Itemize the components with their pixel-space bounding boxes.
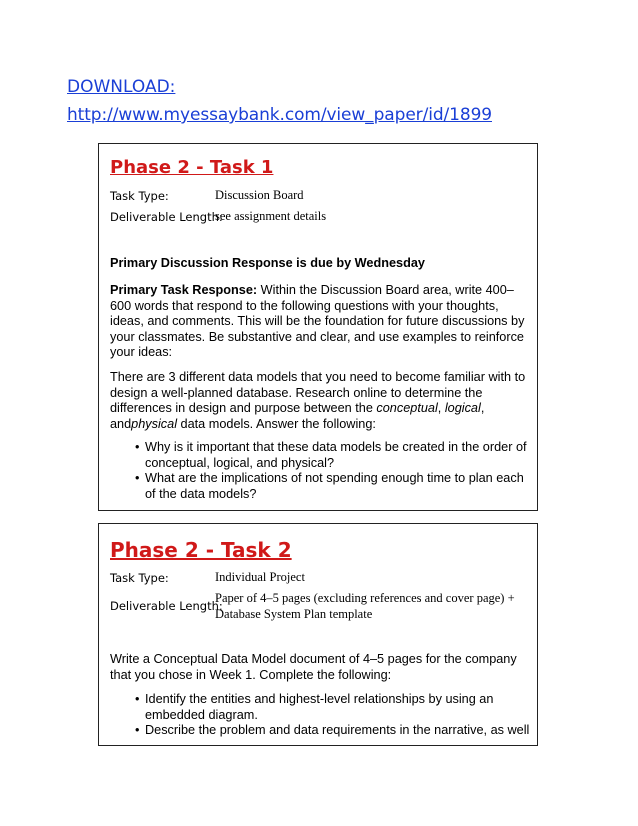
- task-1-models-logical: logical: [444, 401, 481, 415]
- bullet-icon: •: [135, 440, 140, 454]
- task-1-question-2: What are the implications of not spending enough time to plan each of the data models?: [145, 471, 524, 501]
- task-2-step-1: Identify the entities and highest-level relationships by using an embedded diagram.: [145, 692, 494, 722]
- task-1-card: [98, 143, 538, 511]
- task-2-title: Phase 2 - Task 2: [110, 538, 292, 562]
- task-2-deliverable-value: Paper of 4–5 pages (excluding references and cover page) + Database System Plan template: [215, 591, 515, 621]
- task-2-card: [98, 523, 538, 746]
- download-label: DOWNLOAD:: [67, 77, 176, 97]
- bullet-icon: •: [135, 471, 140, 485]
- bullet-icon: •: [135, 692, 140, 706]
- task-1-models-text-2: data models. Answer the following:: [177, 416, 376, 431]
- task-1-question-1: Why is it important that these data models be created in the order of conceptual, logical, and physical?: [145, 440, 527, 470]
- task-1-primary-text: Within the Discussion Board area, write 400–600 words that respond to the following questions with your thoughts, ideas, and comments. This will be the foundation for future discussions by your classmates. Be substantive and clear, and use examples to reinforce your ideas:: [110, 283, 525, 359]
- task-2-type-label: Task Type:: [110, 571, 169, 585]
- task-2-intro: Write a Conceptual Data Model document of 4–5 pages for the company that you chose in Week 1. Complete the following:: [110, 652, 517, 682]
- task-1-models-comma: ,: [437, 401, 445, 415]
- list-item: [135, 440, 531, 471]
- task-2-deliverable-label: Deliverable Length:: [110, 599, 223, 613]
- task-2-step-list: [135, 692, 531, 739]
- task-2-type-value: Individual Project: [215, 570, 305, 584]
- bullet-icon: •: [135, 723, 140, 737]
- task-1-deliverable-label: Deliverable Length:: [110, 210, 223, 224]
- download-link[interactable]: http://www.myessaybank.com/view_paper/id/1899: [67, 105, 492, 125]
- task-1-due-line: Primary Discussion Response is due by Wednesday: [110, 256, 425, 270]
- task-2-step-2: Describe the problem and data requirements in the narrative, as well: [145, 723, 530, 737]
- task-1-type-value: Discussion Board: [215, 188, 304, 202]
- task-1-models-paragraph: [110, 370, 530, 432]
- list-item: [135, 692, 531, 723]
- task-1-models-conceptual: conceptual: [376, 401, 438, 415]
- task-1-type-label: Task Type:: [110, 189, 169, 203]
- list-item: [135, 471, 531, 502]
- task-1-deliverable-value: see assignment details: [215, 209, 327, 223]
- list-item: [135, 723, 531, 739]
- task-1-question-list: [135, 440, 531, 502]
- task-1-primary-response: [110, 283, 530, 361]
- task-1-models-physical: physical: [131, 416, 178, 431]
- task-1-models-and: , and: [110, 401, 485, 431]
- task-1-models-text-1: There are 3 different data models that you need to become familiar with to design a well-planned database. Research online to determine the differences in design and purpose between the: [110, 370, 526, 415]
- task-1-title: Phase 2 - Task 1: [110, 157, 274, 178]
- task-1-primary-label: Primary Task Response:: [110, 283, 258, 297]
